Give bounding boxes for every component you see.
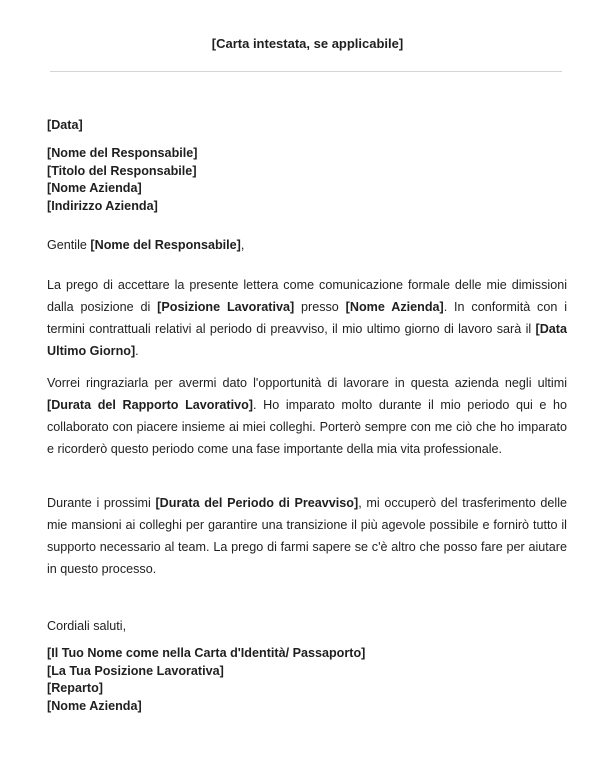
salutation-suffix: ,: [240, 238, 245, 252]
closing: Cordiali saluti,: [47, 619, 127, 633]
signature-block: [47, 645, 567, 715]
recipient-block: [47, 145, 567, 215]
paragraph2-duration: [Durata del Rapporto Lavorativo]: [47, 398, 253, 412]
paragraph1-company: [Nome Azienda]: [345, 300, 444, 314]
paragraph3-notice-period: [Durata del Periodo di Preavviso]: [155, 496, 359, 510]
paragraph1-last-day: [Data Ultimo Giorno]: [47, 322, 567, 358]
recipient-title: [Titolo del Responsabile]: [47, 163, 197, 178]
paragraph2-text-1: Vorrei ringraziarla per avermi dato l'opportunità di lavorare in questa azienda negli ultimi: [47, 376, 567, 390]
paragraph1-text-1: La prego di accettare la presente lettera come comunicazione formale delle mie dimissioni dalla posizione di: [47, 278, 567, 314]
paragraph1-text-4: .: [135, 344, 139, 358]
signature-name: [Il Tuo Nome come nella Carta d'Identità/ Passaporto]: [47, 646, 366, 660]
paragraph-thanks: [47, 372, 567, 460]
salutation: [47, 236, 567, 254]
recipient-address: [Indirizzo Azienda]: [47, 198, 158, 213]
recipient-name: [Nome del Responsabile]: [47, 146, 198, 160]
salutation-name: [Nome del Responsabile]: [90, 238, 241, 252]
letterhead-placeholder: [Carta intestata, se applicabile]: [211, 36, 404, 51]
paragraph3-text-1: Durante i prossimi: [47, 496, 156, 510]
signature-department: [Reparto]: [47, 681, 103, 695]
recipient-company: [Nome Azienda]: [47, 181, 142, 195]
paragraph1-position: [Posizione Lavorativa]: [157, 300, 295, 314]
paragraph-transition: [47, 492, 567, 580]
signature-position: [La Tua Posizione Lavorativa]: [47, 663, 224, 678]
salutation-prefix: Gentile: [47, 238, 91, 252]
paragraph2-text-2: . Ho imparato molto durante il mio periodo qui e ho collaborato con piacere insieme ai miei colleghi. Porterò sempre con me ciò che ho imparato e ricorderò questo periodo come una fase importante della mia vita professionale.: [47, 398, 567, 456]
paragraph1-text-2: presso: [294, 300, 346, 314]
paragraph-resignation: [47, 274, 567, 362]
paragraph1-text-3: . In conformità con i termini contrattuali relativi al periodo di preavviso, il mio ultimo giorno di lavoro sarà il: [47, 300, 567, 336]
paragraph3-text-2: , mi occuperò del trasferimento delle mie mansioni ai colleghi per garantire una transizione il più agevole possibile e fornirò tutto il supporto necessario al team. La prego di farmi sapere se c'è altro che posso fare per aiutare in questo processo.: [47, 496, 568, 576]
date-field: [Data]: [47, 118, 83, 132]
header-divider: [50, 71, 562, 72]
signature-company: [Nome Azienda]: [47, 698, 142, 713]
